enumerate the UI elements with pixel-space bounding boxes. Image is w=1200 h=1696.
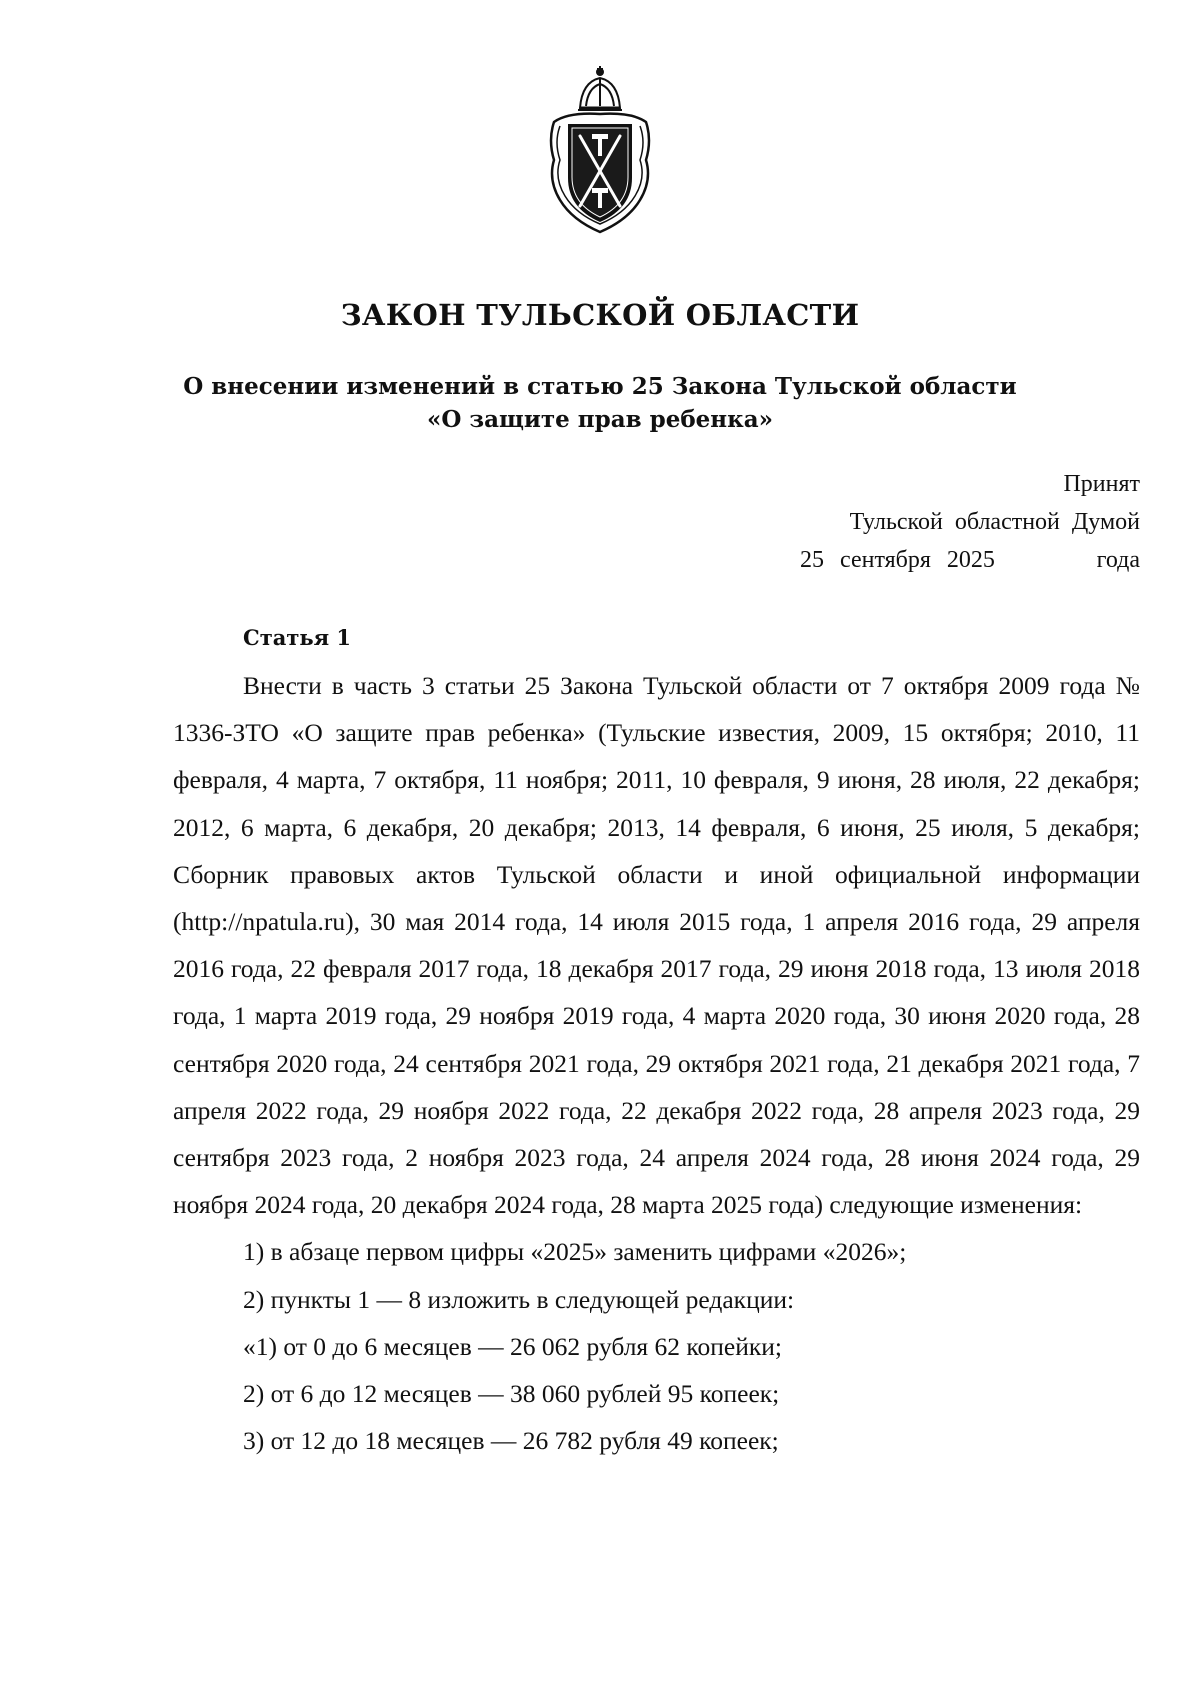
law-subtitle-line: О внесении изменений в статью 25 Закона Тульской области	[183, 373, 1017, 400]
law-subtitle	[0, 370, 1200, 437]
amendment-item: «1) от 0 до 6 месяцев — 26 062 рубля 62 копейки;	[243, 1331, 782, 1361]
law-title: ЗАКОН ТУЛЬСКОЙ ОБЛАСТИ	[340, 298, 860, 332]
law-subtitle-line: «О защите прав ребенка»	[426, 406, 774, 434]
amendment-item: 1) в абзаце первом цифры «2025» заменить цифрами «2026»;	[243, 1237, 907, 1267]
coat-of-arms-icon	[540, 60, 660, 240]
adoption-date-line	[800, 541, 1140, 579]
article-paragraph: Внести в часть 3 статьи 25 Закона Тульской области от 7 октября 2009 года № 1336-ЗТО «О защите прав ребенка» (Тульские известия, 2009, 15 октября; 2010, 11 февраля, 4 марта, 7 октября, 11 ноября; 2011, 10 февраля, 9 июня, 28 июля, 22 декабря; 2012, 6 марта, 6 декабря, 20 декабря; 2013, 14 февраля, 6 июня, 25 июля, 5 декабря; Сборник правовых актов Тульской области и иной официальной информации (http://npatula.ru), 30 мая 2014 года, 14 июля 2015 года, 1 апреля 2016 года, 29 апреля 2016 года, 22 февраля 2017 года, 18 декабря 2017 года, 29 июня 2018 года, 13 июля 2018 года, 1 марта 2019 года, 29 ноября 2019 года, 4 марта 2020 года, 30 июня 2020 года, 28 сентября 2020 года, 24 сентября 2021 года, 29 октября 2021 года, 21 декабря 2021 года, 7 апреля 2022 года, 29 ноября 2022 года, 22 декабря 2022 года, 28 апреля 2023 года, 29 сентября 2023 года, 2 ноября 2023 года, 24 апреля 2024 года, 28 июня 2024 года, 29 ноября 2024 года, 20 декабря 2024 года, 28 марта 2025 года) следующие изменения:	[173, 671, 1140, 1220]
amendment-item: 3) от 12 до 18 месяцев — 26 782 рубля 49 копеек;	[243, 1426, 779, 1456]
article-heading: Статья 1	[243, 625, 352, 650]
adoption-body: Тульской областной Думой	[849, 509, 1140, 535]
amendment-list	[173, 1228, 1140, 1464]
adoption-label: Принят	[1063, 471, 1140, 497]
article-body	[173, 662, 1140, 1464]
adoption-year-word: года	[1096, 547, 1140, 573]
amendment-item: 2) пункты 1 — 8 изложить в следующей редакции:	[243, 1284, 795, 1314]
adoption-date: 25 сентября 2025	[800, 547, 995, 573]
amendment-item: 2) от 6 до 12 месяцев — 38 060 рублей 95 копеек;	[243, 1379, 780, 1409]
adoption-block	[800, 465, 1140, 579]
